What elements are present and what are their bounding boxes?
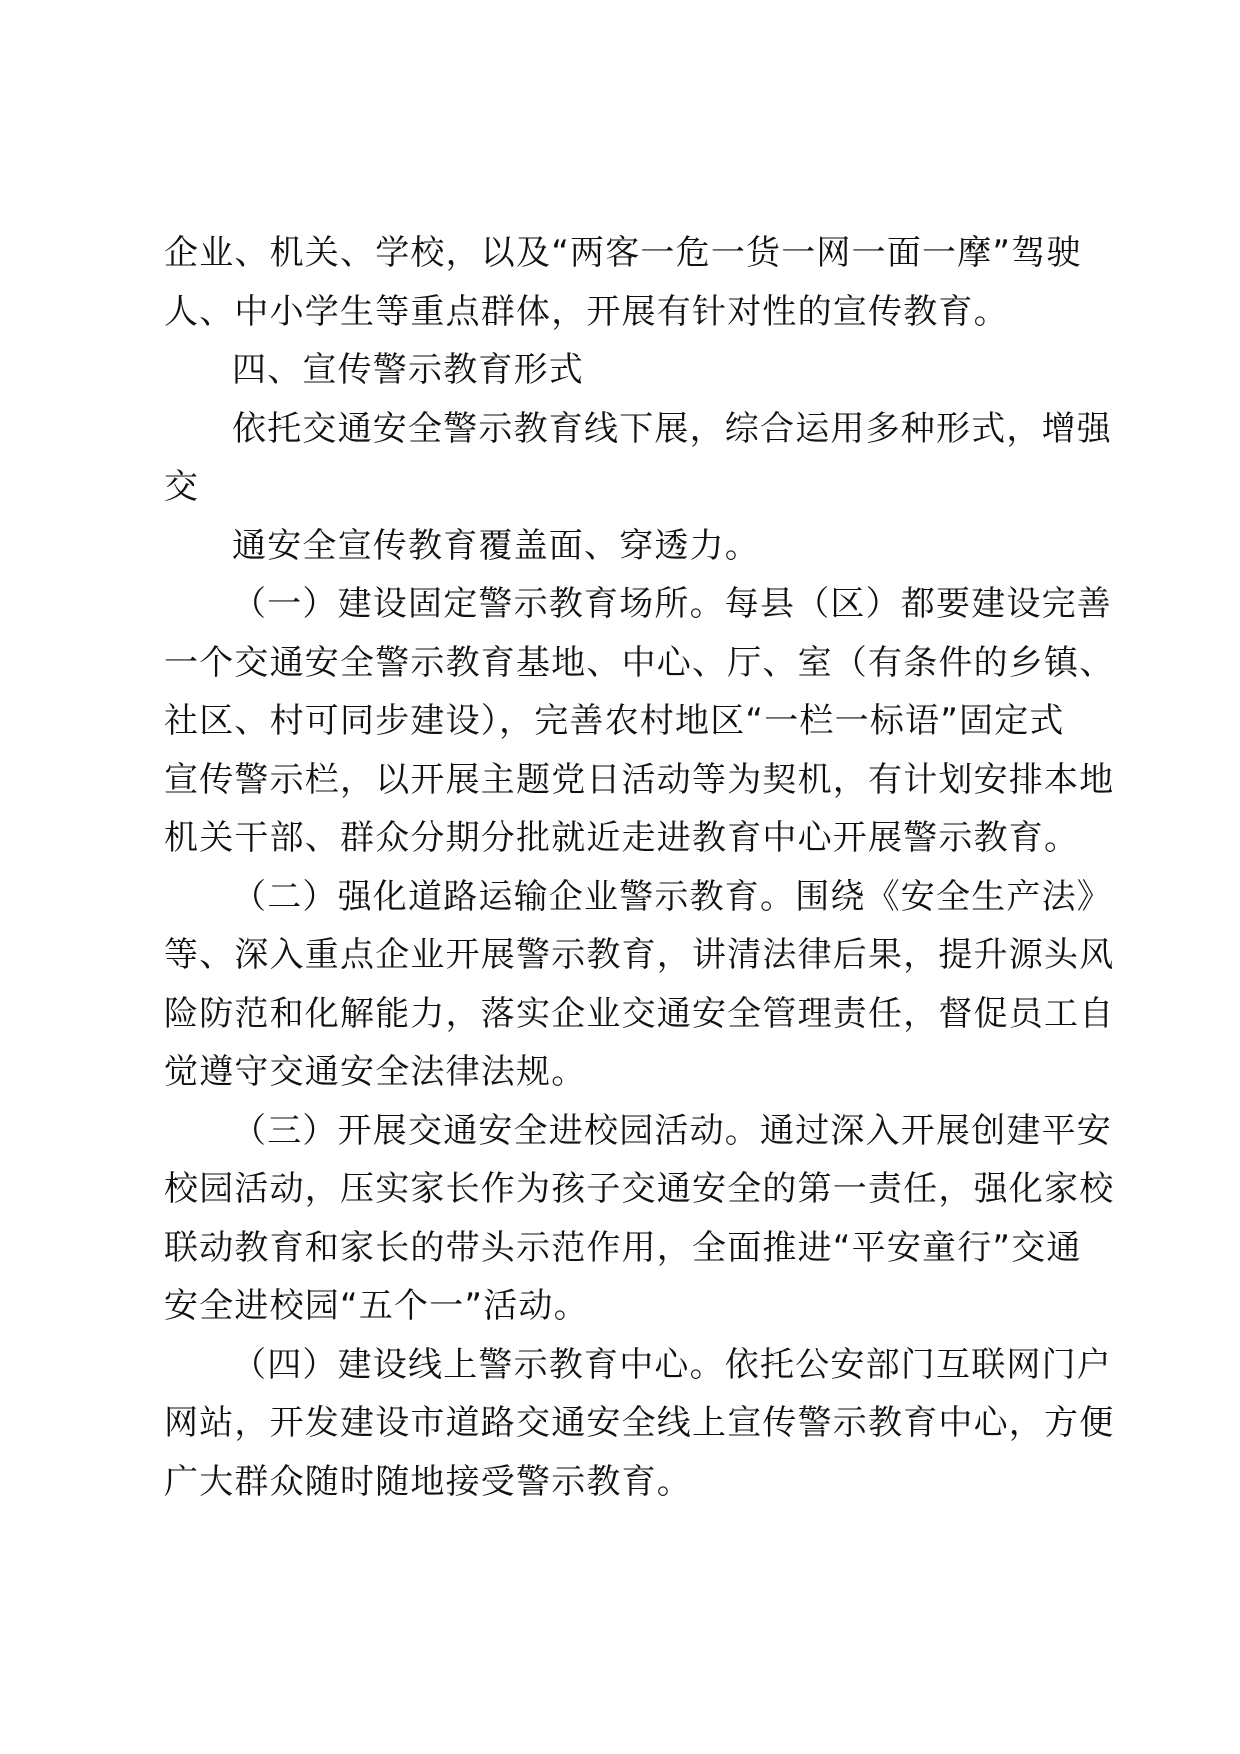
- subsection-line: （四）建设线上警示教育中心。依托公安部门互联网门户: [232, 1344, 1112, 1385]
- document-body: [164, 224, 1115, 1511]
- text-line: 一个交通安全警示教育基地、中心、厅、室（有条件的乡镇、: [164, 642, 1115, 683]
- text-line: 校园活动，压实家长作为孩子交通安全的第一责任，强化家校: [164, 1169, 1115, 1209]
- text-line: 机关干部、群众分期分批就近走进教育中心开展警示教育。: [164, 818, 1080, 858]
- text-line: 网站，开发建设市道路交通安全线上宣传警示教育中心，方便: [164, 1403, 1115, 1443]
- text-line: 安全进校园“五个一”活动。: [164, 1286, 589, 1326]
- text-line: 等、深入重点企业开展警示教育，讲清法律后果，提升源头风: [164, 935, 1115, 975]
- text-line: 依托交通安全警示教育线下展，综合运用多种形式，增强: [232, 408, 1112, 449]
- text-line: 广大群众随时随地接受警示教育。: [164, 1461, 692, 1502]
- text-line: 企业、机关、学校，以及“两客一危一货一网一面一摩”驾驶: [164, 233, 1082, 273]
- text-line: 险防范和化解能力，落实企业交通安全管理责任，督促员工自: [164, 993, 1115, 1034]
- text-line: 交: [164, 467, 200, 507]
- section-heading: 四、宣传警示教育形式: [232, 350, 584, 390]
- subsection-line: （二）强化道路运输企业警示教育。围绕《安全生产法》: [232, 876, 1112, 917]
- text-line: 社区、村可同步建设），完善农村地区“一栏一标语”固定式: [164, 701, 1065, 741]
- text-line: 人、中小学生等重点群体，开展有针对性的宣传教育。: [164, 291, 1009, 332]
- subsection-line: （三）开展交通安全进校园活动。通过深入开展创建平安: [232, 1110, 1112, 1151]
- text-line: 通安全宣传教育覆盖面、穿透力。: [232, 525, 760, 566]
- text-line: 宣传警示栏，以开展主题党日活动等为契机，有计划安排本地: [164, 759, 1115, 800]
- text-line: 联动教育和家长的带头示范作用，全面推进“平安童行”交通: [164, 1227, 1082, 1268]
- text-line: 觉遵守交通安全法律法规。: [164, 1052, 587, 1092]
- subsection-line: （一）建设固定警示教育场所。每县（区）都要建设完善: [232, 584, 1112, 624]
